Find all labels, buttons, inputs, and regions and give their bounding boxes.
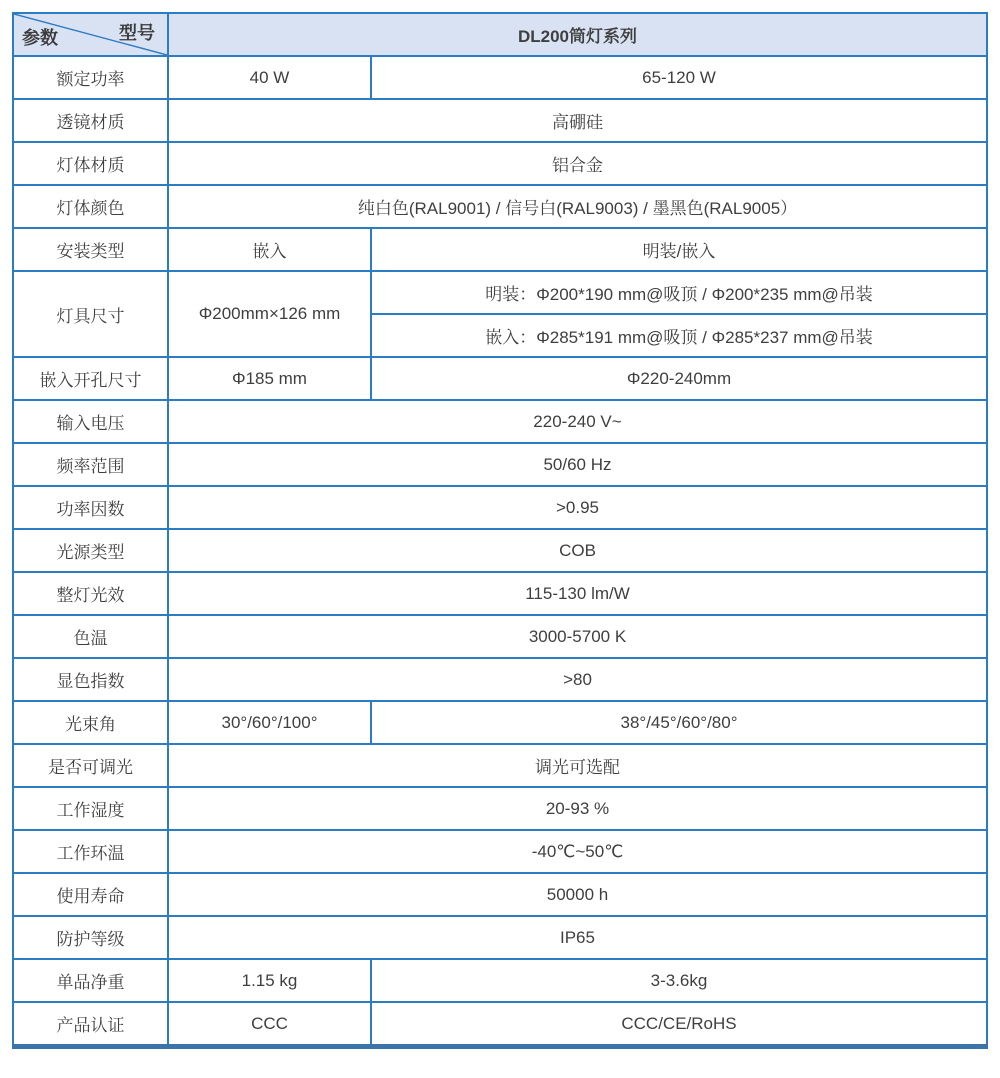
param-label: 灯具尺寸 — [13, 271, 168, 357]
table-row — [13, 271, 987, 314]
param-value-left: CCC — [168, 1002, 371, 1047]
corner-label-parameter: 参数 — [22, 28, 58, 48]
table-row — [13, 357, 987, 400]
param-label: 嵌入开孔尺寸 — [13, 357, 168, 400]
param-label: 额定功率 — [13, 56, 168, 99]
param-value-right: 65-120 W — [371, 56, 987, 99]
param-value-left: Φ185 mm — [168, 357, 371, 400]
corner-label-model: 型号 — [119, 23, 155, 43]
param-label: 产品认证 — [13, 1002, 168, 1047]
param-label: 透镜材质 — [13, 99, 168, 142]
table-row — [13, 959, 987, 1002]
param-label: 显色指数 — [13, 658, 168, 701]
series-title: DL200筒灯系列 — [168, 13, 987, 56]
param-value-full: IP65 — [168, 916, 987, 959]
param-value-right: Φ220-240mm — [371, 357, 987, 400]
param-label: 色温 — [13, 615, 168, 658]
param-value-surface-mount: 明装：Φ200*190 mm@吸顶 / Φ200*235 mm@吊装 — [371, 271, 987, 314]
table-row — [13, 443, 987, 486]
param-label: 灯体颜色 — [13, 185, 168, 228]
param-value-left: 40 W — [168, 56, 371, 99]
param-value-full: 3000-5700 K — [168, 615, 987, 658]
param-value-full: 20-93 % — [168, 787, 987, 830]
table-row — [13, 787, 987, 830]
param-label: 灯体材质 — [13, 142, 168, 185]
table-row — [13, 529, 987, 572]
diagonal-corner-cell — [13, 13, 168, 56]
param-label: 防护等级 — [13, 916, 168, 959]
param-label: 频率范围 — [13, 443, 168, 486]
param-value-full: >0.95 — [168, 486, 987, 529]
param-label: 是否可调光 — [13, 744, 168, 787]
table-row — [13, 916, 987, 959]
table-row — [13, 658, 987, 701]
param-value-left: Φ200mm×126 mm — [168, 271, 371, 357]
table-row — [13, 873, 987, 916]
param-value-left: 嵌入 — [168, 228, 371, 271]
table-row — [13, 400, 987, 443]
table-row — [13, 830, 987, 873]
param-value-left: 1.15 kg — [168, 959, 371, 1002]
param-value-full: -40℃~50℃ — [168, 830, 987, 873]
table-row — [13, 99, 987, 142]
param-value-full: 调光可选配 — [168, 744, 987, 787]
table-row — [13, 185, 987, 228]
param-value-full: 50000 h — [168, 873, 987, 916]
param-value-full: 115-130 lm/W — [168, 572, 987, 615]
param-value-full: >80 — [168, 658, 987, 701]
param-label: 安装类型 — [13, 228, 168, 271]
spec-table — [12, 12, 988, 1049]
param-label: 光源类型 — [13, 529, 168, 572]
table-row — [13, 572, 987, 615]
param-label: 功率因数 — [13, 486, 168, 529]
param-value-full: 铝合金 — [168, 142, 987, 185]
table-row — [13, 56, 987, 99]
param-value-right: 38°/45°/60°/80° — [371, 701, 987, 744]
param-value-full: 220-240 V~ — [168, 400, 987, 443]
table-row — [13, 701, 987, 744]
param-label: 光束角 — [13, 701, 168, 744]
param-value-full: 纯白色(RAL9001) / 信号白(RAL9003) / 墨黑色(RAL9005） — [168, 185, 987, 228]
param-value-left: 30°/60°/100° — [168, 701, 371, 744]
param-label: 使用寿命 — [13, 873, 168, 916]
param-value-full: 高硼硅 — [168, 99, 987, 142]
param-label: 工作湿度 — [13, 787, 168, 830]
table-row — [13, 744, 987, 787]
param-value-recessed-mount: 嵌入：Φ285*191 mm@吸顶 / Φ285*237 mm@吊装 — [371, 314, 987, 357]
param-value-full: 50/60 Hz — [168, 443, 987, 486]
param-value-full: COB — [168, 529, 987, 572]
param-label: 输入电压 — [13, 400, 168, 443]
table-row — [13, 228, 987, 271]
param-value-right: 3-3.6kg — [371, 959, 987, 1002]
header-row — [13, 13, 987, 56]
table-row — [13, 142, 987, 185]
param-label: 单品净重 — [13, 959, 168, 1002]
param-value-right: 明装/嵌入 — [371, 228, 987, 271]
param-label: 整灯光效 — [13, 572, 168, 615]
param-label: 工作环温 — [13, 830, 168, 873]
table-row — [13, 1002, 987, 1047]
param-value-right: CCC/CE/RoHS — [371, 1002, 987, 1047]
table-row — [13, 615, 987, 658]
table-row — [13, 486, 987, 529]
